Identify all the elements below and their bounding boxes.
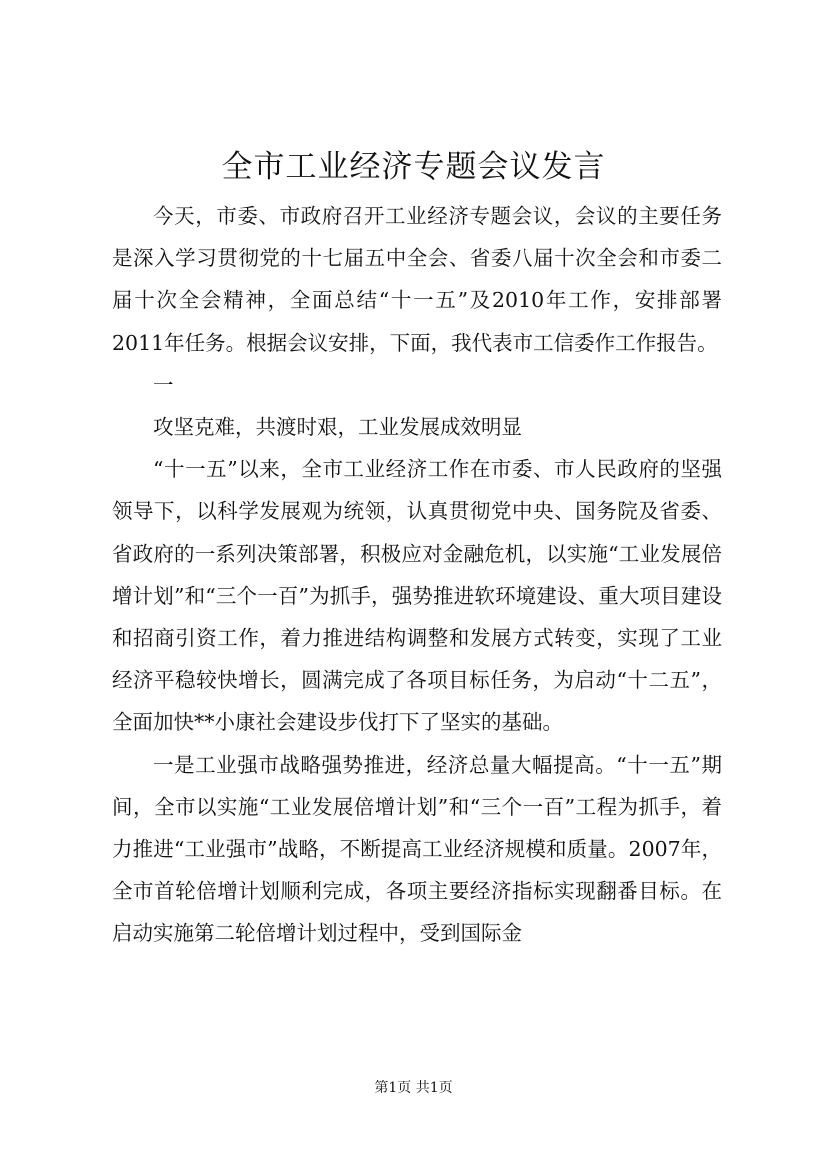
document-body (112, 195, 722, 955)
paragraph-intro: 今天，市委、市政府召开工业经济专题会议，会议的主要任务是深入学习贯彻党的十七届五中全会、省委八届十次全会和市委二届十次全会精神，全面总结“十一五”及2010年工作，安排部署2011年任务。根据会议安排，下面，我代表市工信委作工作报告。 (112, 204, 722, 355)
section-heading: 攻坚克难，共渡时艰，工业发展成效明显 (153, 415, 522, 440)
paragraph-overview: “十一五”以来，全市工业经济工作在市委、市人民政府的坚强领导下，以科学发展观为统领，认真贯彻党中央、国务院及省委、省政府的一系列决策部署，积极应对金融危机，以实施“工业发展倍增计划”和“三个一百”为抓手，强势推进软环境建设、重大项目建设和招商引资工作，着力推进结构调整和发展方式转变，实现了工业经济平稳较快增长，圆满完成了各项目标任务，为启动“十二五”，全面加快**小康社会建设步伐打下了坚实的基础。 (112, 457, 722, 735)
paragraph-point-one: 一是工业强市战略强势推进，经济总量大幅提高。“十一五”期间，全市以实施“工业发展倍增计划”和“三个一百”工程为抓手，着力推进“工业强市”战略，不断提高工业经济规模和质量。2007年，全市首轮倍增计划顺利完成，各项主要经济指标实现翻番目标。在启动实施第二轮倍增计划过程中，受到国际金 (112, 752, 722, 946)
document-title: 全市工业经济专题会议发言 (221, 149, 606, 185)
section-number: 一 (153, 372, 174, 397)
page-footer: 第1页 共1页 (374, 1080, 453, 1096)
